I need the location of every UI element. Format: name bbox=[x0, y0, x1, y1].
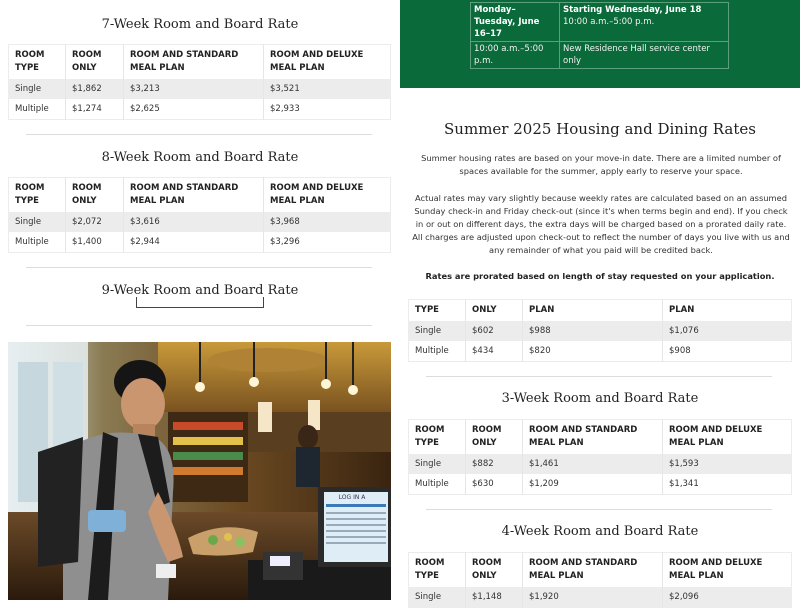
col-header: ROOM TYPE bbox=[409, 420, 466, 455]
cell: $3,616 bbox=[124, 212, 264, 232]
col-header: ONLY bbox=[466, 300, 523, 322]
cell: $1,461 bbox=[523, 454, 663, 474]
table-row bbox=[9, 232, 391, 253]
divider bbox=[26, 267, 372, 268]
cell: $3,296 bbox=[264, 232, 391, 253]
col-header: ROOM TYPE bbox=[9, 45, 66, 80]
table-header-row bbox=[9, 178, 391, 213]
table-header-row bbox=[9, 45, 391, 80]
cell: Single bbox=[409, 454, 466, 474]
cell: $2,933 bbox=[264, 99, 391, 120]
cell: $988 bbox=[523, 321, 663, 341]
col-header: ROOM ONLY bbox=[66, 178, 124, 213]
cell: Multiple bbox=[409, 341, 466, 362]
col-header: ROOM AND DELUXE MEAL PLAN bbox=[270, 183, 364, 206]
cell: $1,400 bbox=[66, 232, 124, 253]
col-header: ROOM TYPE bbox=[409, 553, 466, 588]
rate-table-8-week bbox=[8, 177, 391, 253]
right-column bbox=[400, 0, 800, 600]
cell: Multiple bbox=[9, 99, 66, 120]
divider bbox=[426, 376, 772, 377]
table-header-row bbox=[409, 420, 792, 455]
col-header: ROOM ONLY bbox=[466, 420, 523, 455]
cell: $3,213 bbox=[124, 79, 264, 99]
col-header: TYPE bbox=[409, 300, 466, 322]
dining-photo-illustration bbox=[8, 342, 391, 600]
hours-banner bbox=[400, 0, 800, 88]
page-title: Summer 2025 Housing and Dining Rates bbox=[444, 120, 756, 138]
cell: $1,274 bbox=[66, 99, 124, 120]
col-header: ROOM AND DELUXE MEAL PLAN bbox=[669, 558, 763, 581]
col-header: PLAN bbox=[669, 305, 695, 315]
table-row bbox=[9, 99, 391, 120]
intro-paragraph-1: Summer housing rates are based on your move-in date. There are a limited number of spaces available for the summer, apply early to reserve your space. bbox=[421, 153, 781, 176]
col-header: ROOM TYPE bbox=[9, 178, 66, 213]
section-title-8-week: 8-Week Room and Board Rate bbox=[101, 150, 299, 165]
col-header: ROOM AND STANDARD MEAL PLAN bbox=[124, 45, 264, 80]
cell: $820 bbox=[523, 341, 663, 362]
hours-heading-mon-tue: Monday–Tuesday, June 16–17 bbox=[474, 5, 540, 39]
table-row bbox=[409, 341, 792, 362]
col-header: ROOM AND DELUXE MEAL PLAN bbox=[669, 425, 763, 448]
accordion-toggle-9-week[interactable]: 9-Week Room and Board Rate bbox=[101, 283, 299, 298]
divider bbox=[26, 325, 372, 326]
cell: $1,920 bbox=[523, 587, 663, 608]
rate-table-2-week-partial bbox=[408, 299, 792, 362]
left-column bbox=[0, 0, 400, 600]
cell: $908 bbox=[663, 341, 792, 362]
cell: $630 bbox=[466, 474, 523, 495]
dining-photo bbox=[8, 342, 391, 600]
cell: Single bbox=[409, 587, 466, 608]
section-title-7-week: 7-Week Room and Board Rate bbox=[101, 17, 299, 32]
cell: Single bbox=[409, 321, 466, 341]
table-row bbox=[409, 321, 792, 341]
col-header: ROOM AND STANDARD MEAL PLAN bbox=[523, 553, 663, 588]
table-header-row bbox=[409, 300, 792, 322]
cell: $2,944 bbox=[124, 232, 264, 253]
cell: $1,341 bbox=[663, 474, 792, 495]
col-header: ROOM AND STANDARD MEAL PLAN bbox=[523, 420, 663, 455]
hours-value-wed: 10:00 a.m.–5:00 p.m. bbox=[563, 17, 655, 27]
table-row bbox=[409, 454, 792, 474]
intro-paragraph-2: Actual rates may vary slightly because weekly rates are calculated based on an assumed Sunday check-in and Friday check-out (since it's when terms begin and end). If you check in or out on different days, the extra days will be charged based on a prorated daily rate. All charges are adjusted upon check-out to reflect the number of days you live with us and any remainder of what you paid will be credited back. bbox=[412, 193, 790, 255]
col-header: ROOM ONLY bbox=[466, 553, 523, 588]
register-screen-text: LOG IN A bbox=[338, 494, 366, 501]
table-row bbox=[409, 474, 792, 495]
cell: $1,148 bbox=[466, 587, 523, 608]
cell: $882 bbox=[466, 454, 523, 474]
prorated-note: Rates are prorated based on length of stay requested on your application. bbox=[425, 271, 775, 281]
table-row bbox=[9, 79, 391, 99]
col-header: ROOM AND STANDARD MEAL PLAN bbox=[124, 178, 264, 213]
section-title-4-week: 4-Week Room and Board Rate bbox=[501, 524, 699, 539]
table-row bbox=[471, 3, 729, 42]
cell: $3,968 bbox=[264, 212, 391, 232]
divider bbox=[426, 509, 772, 510]
cell: $2,096 bbox=[663, 587, 792, 608]
table-header-row bbox=[409, 553, 792, 588]
cell: Single bbox=[9, 79, 66, 99]
cell: $3,521 bbox=[264, 79, 391, 99]
cell: $2,072 bbox=[66, 212, 124, 232]
divider bbox=[26, 134, 372, 135]
cell: $1,076 bbox=[663, 321, 792, 341]
cell: $602 bbox=[466, 321, 523, 341]
cell: $1,862 bbox=[66, 79, 124, 99]
rate-table-3-week bbox=[408, 419, 792, 495]
col-header: ROOM AND DELUXE MEAL PLAN bbox=[270, 50, 364, 73]
accordion-collapsed-indicator bbox=[136, 297, 264, 308]
hours-value-mon-tue: 10:00 a.m.–5:00 p.m. bbox=[474, 44, 544, 66]
col-header: ROOM ONLY bbox=[66, 45, 124, 80]
cell: $2,625 bbox=[124, 99, 264, 120]
cell: $1,593 bbox=[663, 454, 792, 474]
cell: Single bbox=[9, 212, 66, 232]
service-hours-table bbox=[470, 2, 729, 69]
table-row bbox=[9, 212, 391, 232]
cell: $434 bbox=[466, 341, 523, 362]
cell: $1,209 bbox=[523, 474, 663, 495]
table-row bbox=[471, 42, 729, 69]
rate-table-7-week bbox=[8, 44, 391, 120]
hours-location-note: New Residence Hall service center only bbox=[563, 44, 710, 66]
cell: Multiple bbox=[9, 232, 66, 253]
cell: Multiple bbox=[409, 474, 466, 495]
hours-heading-wed: Starting Wednesday, June 18 bbox=[563, 5, 702, 15]
col-header: PLAN bbox=[523, 300, 663, 322]
table-row bbox=[409, 587, 792, 608]
section-title-3-week: 3-Week Room and Board Rate bbox=[501, 391, 699, 406]
